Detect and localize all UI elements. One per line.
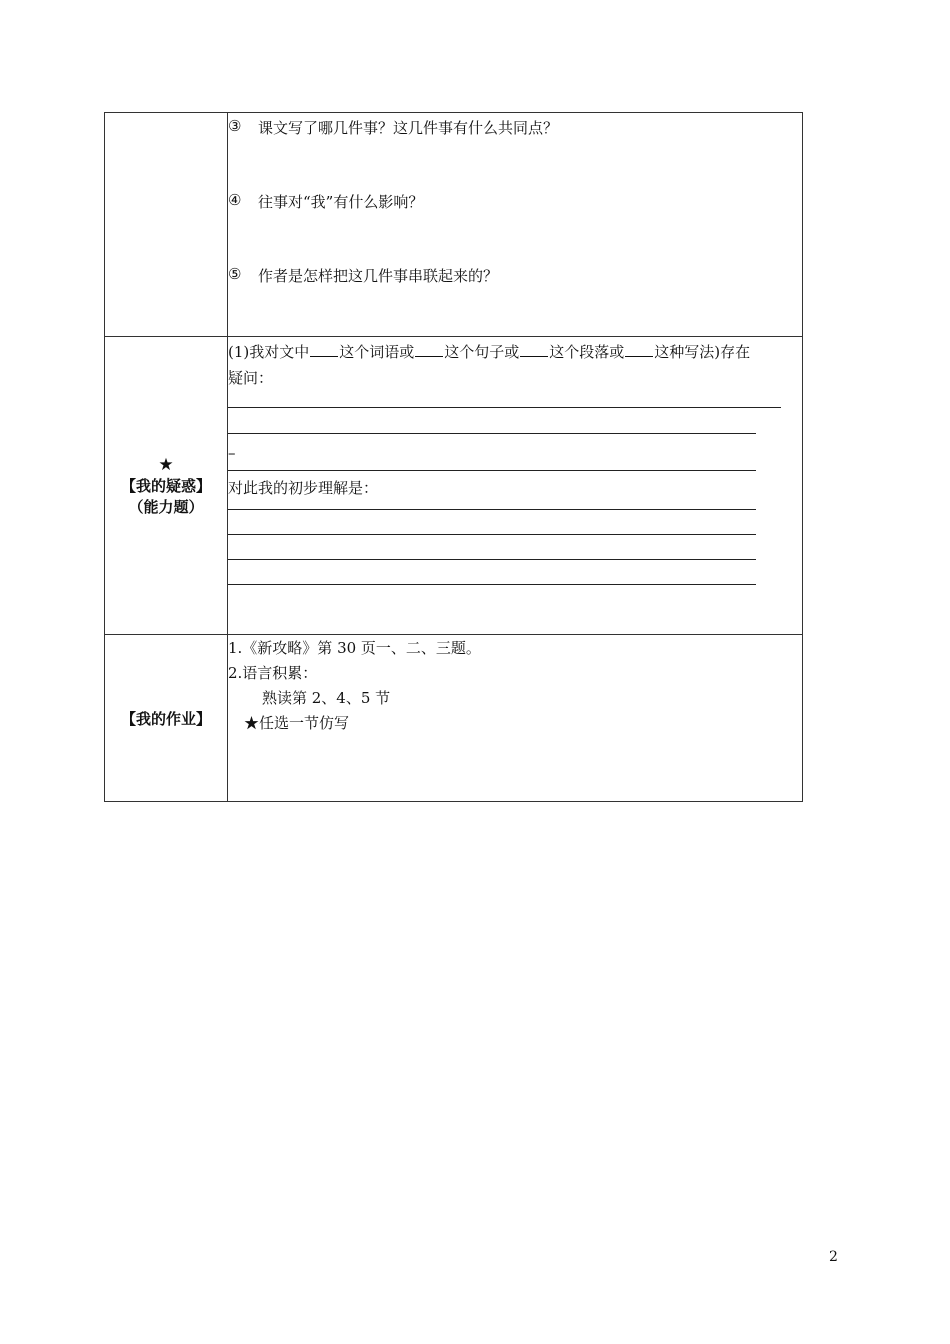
my-doubts-row bbox=[105, 337, 803, 635]
doubt-prompt-line2: 疑问： bbox=[228, 369, 274, 387]
fill-blank-technique[interactable] bbox=[625, 340, 653, 357]
fill-blank-paragraph[interactable] bbox=[520, 340, 548, 357]
my-homework-row bbox=[105, 635, 803, 802]
dash-mark: – bbox=[228, 444, 236, 462]
page-number: 2 bbox=[829, 1249, 838, 1265]
fill-blank-sentence[interactable] bbox=[415, 340, 443, 357]
homework-item-1: 1.《新攻略》第 30 页一、二、三题。 bbox=[228, 639, 481, 657]
question-number: ④ bbox=[228, 191, 242, 209]
answer-line[interactable] bbox=[228, 433, 756, 434]
homework-item-2: 2.语言积累： bbox=[228, 664, 318, 682]
homework-subitem-imitate: ★任选一节仿写 bbox=[244, 714, 350, 732]
prompt-text: 这种写法)存在 bbox=[654, 343, 751, 361]
understanding-prompt: 对此我的初步理解是： bbox=[228, 479, 379, 497]
answer-line[interactable] bbox=[228, 470, 756, 471]
my-doubts-label bbox=[105, 337, 228, 635]
doubt-prompt bbox=[228, 337, 802, 365]
question-text: 课文写了哪几件事？这几件事有什么共同点？ bbox=[258, 119, 559, 137]
understanding-line[interactable] bbox=[228, 559, 756, 560]
my-homework-cell bbox=[228, 635, 803, 802]
understanding-line[interactable] bbox=[228, 534, 756, 535]
question-text: 作者是怎样把这几件事串联起来的？ bbox=[258, 267, 499, 285]
my-doubts-cell bbox=[228, 337, 803, 635]
question-5 bbox=[228, 261, 802, 335]
prompt-text: 这个句子或 bbox=[444, 343, 520, 361]
reading-questions-cell bbox=[228, 113, 803, 337]
ability-question-tag: （能力题） bbox=[128, 497, 204, 516]
question-4 bbox=[228, 187, 802, 261]
question-3 bbox=[228, 113, 802, 187]
my-homework-label: 【我的作业】 bbox=[105, 635, 228, 802]
question-number: ③ bbox=[228, 117, 242, 135]
understanding-line[interactable] bbox=[228, 584, 756, 585]
answer-line[interactable] bbox=[228, 407, 781, 408]
star-icon: ★ bbox=[158, 454, 174, 475]
study-guide-table bbox=[104, 112, 803, 802]
question-text: 往事对“我”有什么影响？ bbox=[258, 193, 424, 211]
prompt-text: 这个词语或 bbox=[339, 343, 415, 361]
prompt-text: 这个段落或 bbox=[549, 343, 625, 361]
prompt-text: (1)我对文中 bbox=[228, 343, 310, 361]
question-number: ⑤ bbox=[228, 265, 242, 283]
fill-blank-word[interactable] bbox=[310, 340, 338, 357]
homework-subitem-recite: 熟读第 2、4、5 节 bbox=[262, 689, 391, 707]
understanding-line[interactable] bbox=[228, 509, 756, 510]
my-doubts-title: 【我的疑惑】 bbox=[120, 476, 211, 495]
row-label-empty bbox=[105, 113, 228, 337]
reading-questions-row bbox=[105, 113, 803, 337]
